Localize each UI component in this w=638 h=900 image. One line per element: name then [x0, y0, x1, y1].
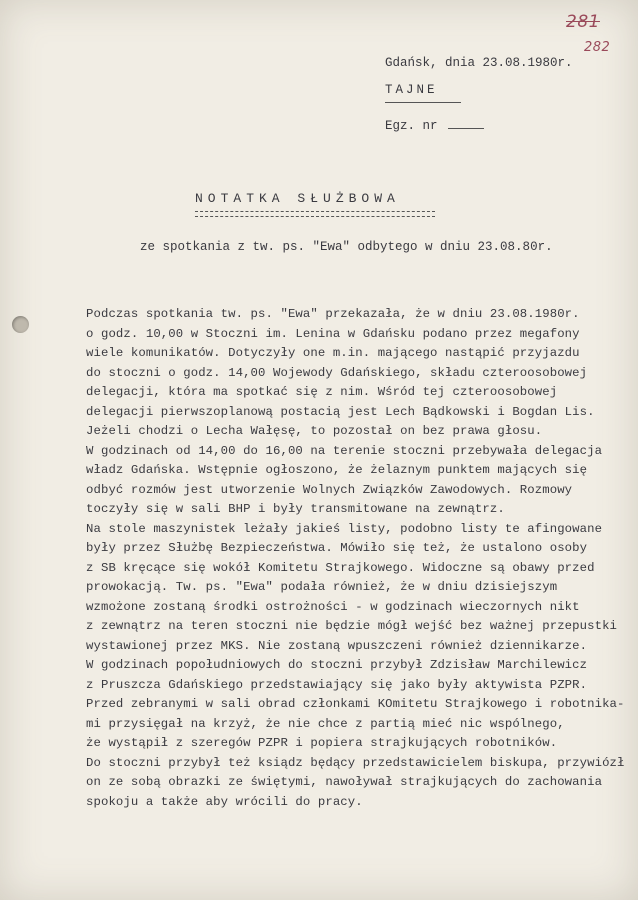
body-line: z SB kręcące się wokół Komitetu Strajkowego. Widoczne są obawy przed	[86, 560, 595, 575]
copy-number-blank	[448, 120, 484, 129]
body-line: delegacji pierwszoplanową postacią jest Lech Bądkowski i Bogdan Lis.	[86, 404, 595, 419]
body-line: on ze sobą obrazki ze świętymi, nawoływał strajkujących do zachowania	[86, 775, 603, 789]
place-date: Gdańsk, dnia 23.08.1980r.	[385, 56, 573, 70]
classification-label: TAJNE	[385, 83, 438, 97]
body-line: Jeżeli chodzi o Lecha Wałęsę, to pozostał on bez prawa głosu.	[86, 424, 543, 438]
body-line: W godzinach popołudniowych do stoczni przybył Zdzisław Marchilewicz	[86, 658, 588, 672]
document-body	[86, 305, 632, 812]
body-line: spokoju a także aby wrócili do pracy.	[86, 794, 363, 809]
copy-number	[385, 119, 484, 133]
body-line: W godzinach od 14,00 do 16,00 na terenie stoczni przebywała delegacja	[86, 443, 603, 458]
body-line: były przez Służbę Bezpieczeństwa. Mówiło się też, że ustalono osoby	[86, 541, 588, 555]
title-underline	[195, 211, 435, 217]
body-line: toczyły się w sali BHP i były transmitowane na zewnątrz.	[86, 502, 505, 516]
body-line: władz Gdańska. Wstępnie ogłoszono, że żelaznym punktem mających się	[86, 463, 588, 477]
body-line: Na stole maszynistek leżały jakieś listy, podobno listy te afingowane	[86, 521, 603, 536]
body-line: Do stoczni przybył też ksiądz będący przedstawicielem biskupa, przywiózł	[86, 755, 625, 770]
body-line: odbyć rozmów jest utworzenie Wolnych Związków Zawodowych. Rozmowy	[86, 482, 573, 497]
body-line: wzmożone zostaną środki ostrożności - w godzinach wieczornych nikt	[86, 599, 580, 614]
document-title: NOTATKA SŁUŻBOWA	[195, 191, 400, 206]
body-line: że wystąpił z szeregów PZPR i popiera strajkujących robotników.	[86, 736, 558, 750]
body-line: Podczas spotkania tw. ps. "Ewa" przekazała, że w dniu 23.08.1980r.	[86, 307, 580, 321]
body-line: z zewnątrz na teren stoczni nie będzie mógł wejść bez ważnej przepustki	[86, 619, 618, 633]
body-line: Przed zebranymi w sali obrad członkami KOmitetu Strajkowego i robotnika-	[86, 697, 625, 711]
body-line: mi przysięgał na krzyż, że nie chce z partią mieć nic wspólnego,	[86, 716, 565, 731]
copy-number-label: Egz. nr	[385, 119, 438, 133]
body-line: wystawionej przez MKS. Nie zostaną wpuszczeni również dziennikarze.	[86, 638, 588, 653]
punch-hole	[12, 316, 29, 333]
body-line: do stoczni o godz. 14,00 Wojewody Gdańskiego, składu czteroosobowej	[86, 365, 588, 380]
document-subtitle: ze spotkania z tw. ps. "Ewa" odbytego w dniu 23.08.80r.	[140, 240, 553, 254]
classification-underline	[385, 102, 461, 103]
body-line: wiele komunikatów. Dotyczyły one m.in. mającego nastąpić przyjazdu	[86, 346, 580, 360]
handwritten-page-number-struck: 281	[566, 12, 600, 32]
body-line: o godz. 10,00 w Stoczni im. Lenina w Gdańsku podano przez megafony	[86, 326, 580, 341]
body-line: z Pruszcza Gdańskiego przedstawiający się jako były aktywista PZPR.	[86, 677, 588, 692]
handwritten-page-number: 282	[584, 40, 611, 55]
body-line: prowokacją. Tw. ps. "Ewa" podała również, że w dniu dzisiejszym	[86, 580, 558, 594]
body-line: delegacji, która ma spotkać się z nim. Wśród tej czteroosobowej	[86, 385, 558, 399]
